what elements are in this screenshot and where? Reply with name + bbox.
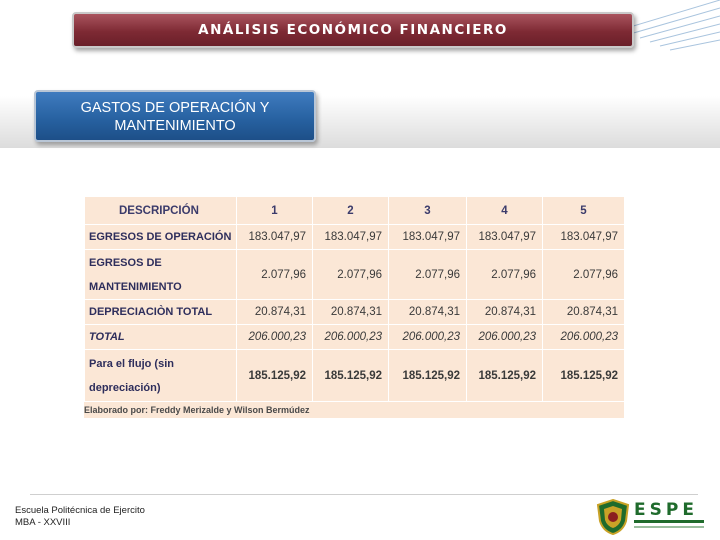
row-label-line1: EGRESOS DE [89,256,162,269]
row-label: TOTAL [85,325,237,350]
row-label: EGRESOS DE OPERACIÓN [85,225,237,250]
table-cell: 20.874,31 [389,300,467,325]
table-cell: 2.077,96 [237,250,313,300]
title-banner [72,12,634,48]
row-label-line1: Para el flujo (sin [89,357,174,370]
table-cell: 206.000,23 [237,325,313,350]
table-cell: 2.077,96 [467,250,543,300]
table-cell: 185.125,92 [237,350,313,402]
expenses-table [84,196,624,418]
table-header-cell: DESCRIPCIÓN [85,197,237,225]
table-cell: 206.000,23 [543,325,625,350]
espe-logo [596,498,706,538]
table-row [85,225,625,250]
table-cell: 185.125,92 [467,350,543,402]
table-row [85,325,625,350]
table-row [85,350,625,402]
section-heading-line1: GASTOS DE OPERACIÓN Y [80,100,270,116]
table-cell: 185.125,92 [543,350,625,402]
table-cell: 20.874,31 [313,300,389,325]
footer-divider [30,494,698,495]
table-header-cell: 4 [467,197,543,225]
table-cell: 20.874,31 [543,300,625,325]
table-cell: 206.000,23 [389,325,467,350]
espe-subline-2 [634,526,704,528]
row-label-line2: depreciación) [89,381,161,394]
footer [15,505,145,529]
table-cell: 185.125,92 [313,350,389,402]
row-label-line2: MANTENIMIENTO [89,280,182,293]
table-cell: 206.000,23 [467,325,543,350]
table-cell: 2.077,96 [543,250,625,300]
espe-subline [634,520,704,523]
table-header-cell: 1 [237,197,313,225]
table-header-cell: 2 [313,197,389,225]
row-label [85,250,237,300]
table-header-cell: 3 [389,197,467,225]
section-heading [34,90,316,142]
table-row [85,250,625,300]
table-row [85,300,625,325]
page-title: ANÁLISIS ECONÓMICO FINANCIERO [198,22,508,38]
table-cell: 206.000,23 [313,325,389,350]
table-header-row [85,197,625,225]
table-credit: Elaborado por: Freddy Merizalde y Wilson Bermúdez [84,405,310,415]
table-cell: 183.047,97 [237,225,313,250]
table-cell: 2.077,96 [313,250,389,300]
table-cell: 2.077,96 [389,250,467,300]
espe-wordmark: ESPE [634,500,698,520]
table-cell: 20.874,31 [237,300,313,325]
row-label: DEPRECIACIÒN TOTAL [85,300,237,325]
section-heading-line2: MANTENIMIENTO [114,118,236,134]
row-label [85,350,237,402]
table-cell: 183.047,97 [467,225,543,250]
footer-school: Escuela Politécnica de Ejercito [15,505,145,516]
table-header-cell: 5 [543,197,625,225]
espe-seal-icon [596,499,630,535]
table-cell: 183.047,97 [313,225,389,250]
table-cell: 183.047,97 [389,225,467,250]
table-cell: 183.047,97 [543,225,625,250]
table-cell: 20.874,31 [467,300,543,325]
table-cell: 185.125,92 [389,350,467,402]
footer-program: MBA - XXVIII [15,517,71,528]
